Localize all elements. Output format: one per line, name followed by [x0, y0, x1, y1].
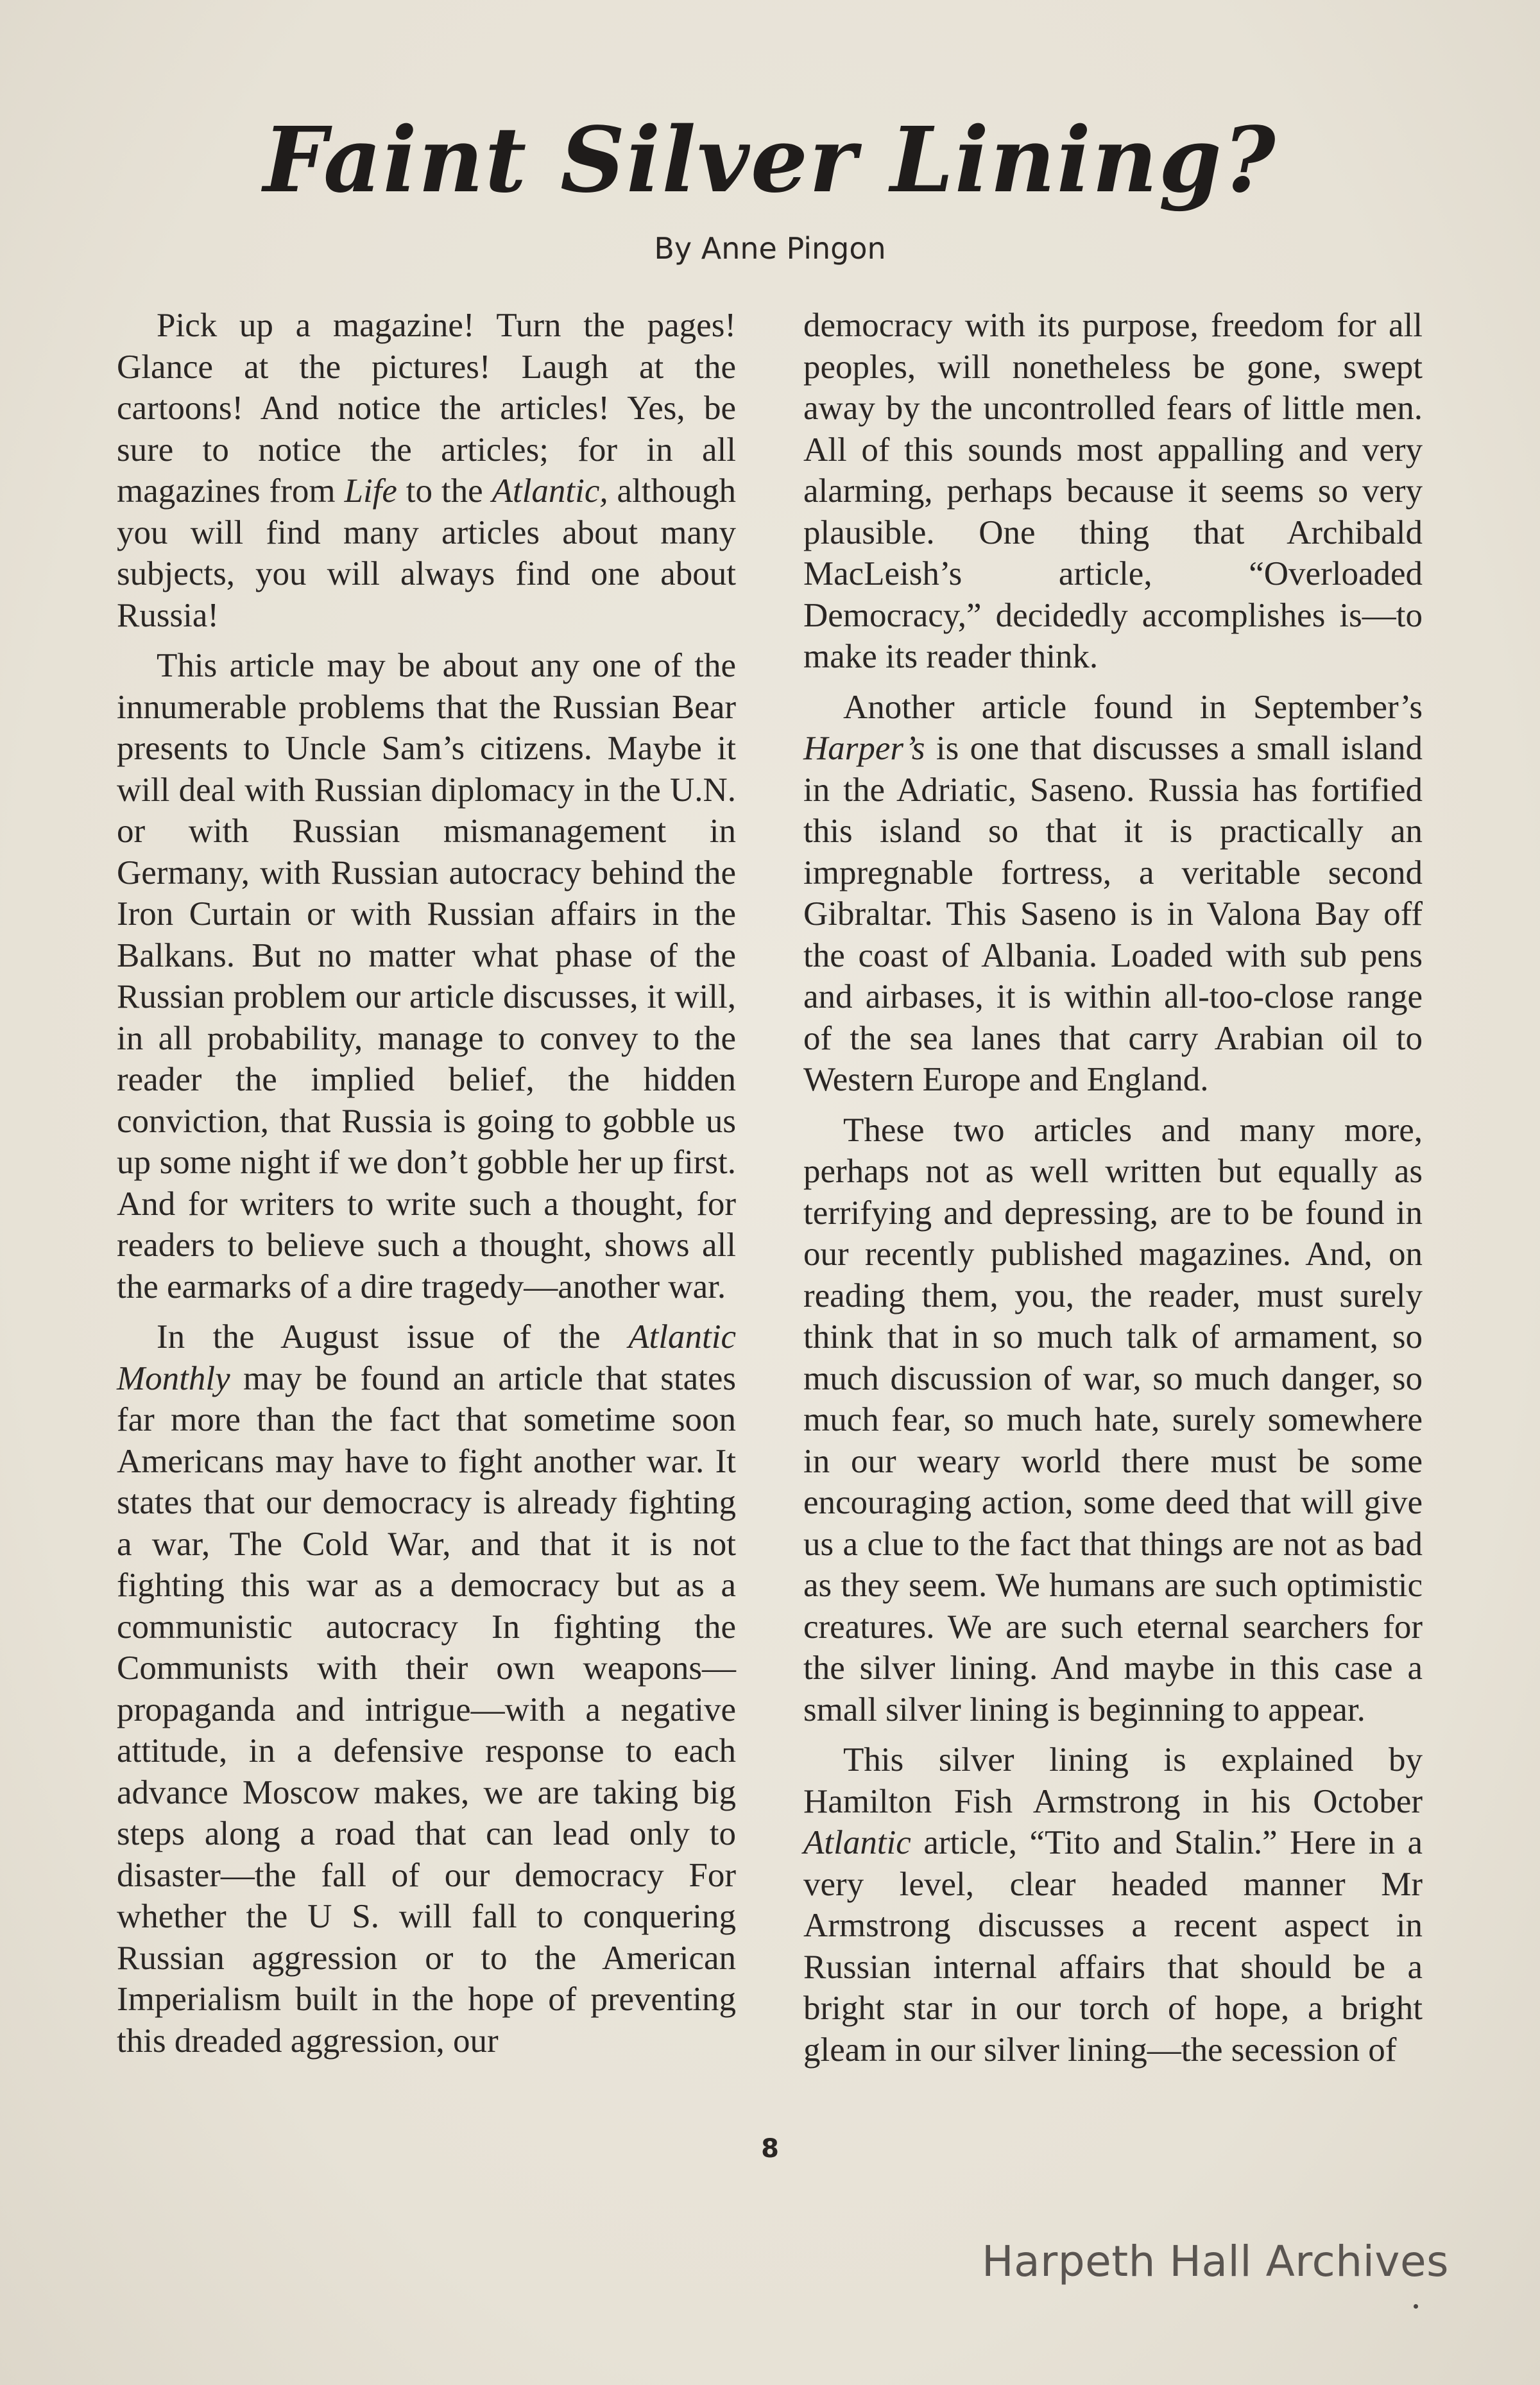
article-paragraph	[803, 305, 1423, 678]
right-column	[803, 305, 1423, 2079]
text-segment: Pick up a magazine! Turn the pages! Glance at the pictures! Laugh at the cartoons! And notice the articles! Yes, be sure to notice the articles; for in all magazines from	[117, 307, 736, 510]
italic-text-segment: Harper’s	[803, 730, 925, 767]
italic-text-segment: Atlantic,	[492, 472, 608, 510]
page-number: 8	[761, 2134, 779, 2164]
italic-text-segment: Life	[344, 472, 397, 510]
text-segment: This article may be about any one of the innumerable problems that the Russian Bear presents to Uncle Sam’s citizens. Maybe it will deal with Russian diplomacy in the U.N. or with Russian mismanagement in Germany, with Russian autocracy behind the Iron Curtain or with Russian affairs in the Balkans. But no matter what phase of the Russian problem our article discusses, it will, in all probability, manage to convey to the reader the implied belief, the hidden conviction, that Russia is going to gobble us up some night if we don’t gobble her up first. And for writers to write such a thought, for readers to believe such a thought, shows all the earmarks of a dire tragedy—another war.	[117, 647, 736, 1305]
article-paragraph	[803, 1739, 1423, 2071]
archive-watermark: Harpeth Hall Archives	[982, 2237, 1449, 2286]
text-segment: although you will find many articles about many subjects, you will always find one about Russia!	[117, 472, 736, 634]
text-segment: to the	[397, 472, 492, 510]
article-paragraph	[803, 1110, 1423, 1731]
article-paragraph	[117, 305, 736, 636]
text-segment: democracy with its purpose, freedom for all peoples, will nonetheless be gone, swept away by the uncontrolled fears of little men. All of this sounds most appalling and very alarming, perhaps because it seems so very plausible. One thing that Archibald MacLeish’s article, “Overloaded Democracy,” decidedly accomplishes is—to make its reader think.	[803, 307, 1423, 675]
article-title: Faint Silver Lining?	[263, 108, 1277, 213]
article-paragraph	[117, 1316, 736, 2062]
text-segment: These two articles and many more, perhaps not as well written but equally as terrifying and depressing, are to be found in our recently published magazines. And, on reading them, you, the reader, must surely think that in so much talk of armament, so much discussion of war, so much danger, so much fear, so much hate, surely somewhere in our weary world there must be some encouraging action, some deed that will give us a clue to the fact that things are not as bad as they seem. We humans are such optimistic creatures. We are such eternal searchers for the silver lining. And maybe in this case a small silver lining is beginning to appear.	[803, 1111, 1423, 1728]
ink-dot	[1414, 2304, 1418, 2309]
italic-text-segment: Atlantic	[803, 1824, 911, 1861]
text-segment: In the August issue of the	[157, 1318, 629, 1356]
article-byline: By Anne Pingon	[654, 231, 886, 266]
text-segment: This silver lining is explained by Hamilton Fish Armstrong in his October	[803, 1741, 1423, 1820]
left-column	[117, 305, 736, 2071]
text-segment: Another article found in September’s	[843, 688, 1423, 726]
text-segment: may be found an article that states far more than the fact that sometime soon Americans may have to fight another war. It states that our democracy is already fighting a war, The Cold War, and that it is not fighting this war as a democracy but as a communistic autocracy In fighting the Communists with their own weapons—propaganda and intrigue—with a negative attitude, in a defensive response to each advance Moscow makes, we are taking big steps along a road that can lead only to disaster—the fall of our democracy For whether the U S. will fall to conquering Russian aggression or to the American Imperialism built in the hope of preventing this dreaded aggression, our	[117, 1359, 736, 2060]
article-paragraph	[117, 645, 736, 1307]
text-segment: article, “Tito and Stalin.” Here in a very level, clear headed manner Mr Armstrong discusses a recent aspect in Russian internal affairs that should be a bright star in our torch of hope, a bright gleam in our silver lining—the secession of	[803, 1824, 1423, 2069]
article-paragraph	[803, 687, 1423, 1101]
text-segment: is one that discusses a small island in the Adriatic, Saseno. Russia has fortified this island so that it is practically an impregnable fortress, a veritable second Gibraltar. This Saseno is in Valona Bay off the coast of Albania. Loaded with sub pens and airbases, it is within all-too-close range of the sea lanes that carry Arabian oil to Western Europe and England.	[803, 730, 1423, 1098]
italic-text-segment: Atlantic Monthly	[117, 1318, 736, 1397]
